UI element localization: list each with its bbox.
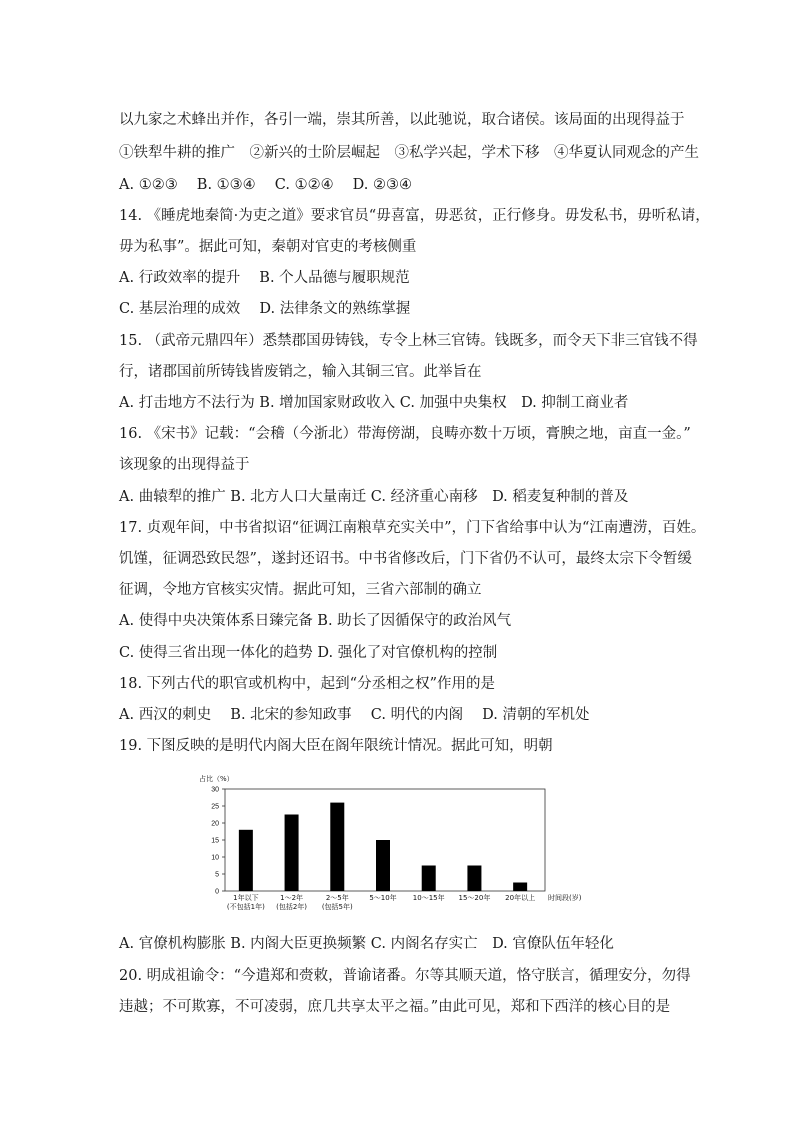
bar <box>285 815 299 892</box>
text-line: 该现象的出现得益于 <box>119 457 250 473</box>
y-tick-label: 15 <box>211 837 219 845</box>
x-category-label: 15～20年 <box>458 894 491 902</box>
x-category-label: 2～5年 <box>325 894 349 902</box>
x-axis-label: 时间段(岁) <box>548 894 582 902</box>
bar <box>467 866 481 892</box>
x-category-label: 1年以下 <box>233 894 259 902</box>
x-category-label: 20年以上 <box>505 894 536 902</box>
text-line: C. 基层治理的成效 D. 法律条文的熟练掌握 <box>119 301 411 317</box>
x-category-sublabel: (包括5年) <box>321 903 353 911</box>
text-line: 征调，令地方官核实灾情。据此可知，三省六部制的确立 <box>119 582 482 598</box>
bar <box>239 830 253 891</box>
y-tick-label: 5 <box>215 871 219 879</box>
y-axis-label: 占比（%） <box>199 775 234 783</box>
tenure-bar-chart <box>195 768 595 918</box>
text-line: ①铁犁牛耕的推广 ②新兴的士阶层崛起 ③私学兴起，学术下移 ④华夏认同观念的产生 <box>119 145 699 161</box>
text-line: C. 使得三省出现一体化的趋势 D. 强化了对官僚机构的控制 <box>119 645 498 661</box>
text-line: 20. 明成祖谕令：“今遣郑和赍敕，普谕诸番。尔等其顺天道，恪守朕言，循理安分，勿得 <box>119 968 691 984</box>
text-line: 19. 下图反映的是明代内阁大臣在阁年限统计情况。据此可知，明朝 <box>119 738 553 754</box>
text-line: 违越；不可欺寡，不可凌弱，庶几共享太平之福。”由此可见，郑和下西洋的核心目的是 <box>119 999 671 1015</box>
y-tick-label: 0 <box>215 888 219 896</box>
text-line: 14. 《睡虎地秦简·为吏之道》要求官员“毋喜富，毋恶贫，正行修身。毋发私书，毋听私请， <box>119 208 710 224</box>
text-line: A. 打击地方不法行为 B. 增加国家财政收入 C. 加强中央集权 D. 抑制工商业者 <box>119 395 629 411</box>
text-line: A. 行政效率的提升 B. 个人品德与履职规范 <box>119 270 410 286</box>
text-line: A. 使得中央决策体系日臻完备 B. 助长了因循保守的政治风气 <box>119 613 512 629</box>
bar <box>513 883 527 892</box>
text-line: A. ①②③ B. ①③④ C. ①②④ D. ②③④ <box>119 177 413 193</box>
y-tick-label: 20 <box>211 820 219 828</box>
text-line: A. 西汉的刺史 B. 北宋的参知政事 C. 明代的内阁 D. 清朝的军机处 <box>119 707 590 723</box>
y-tick-label: 25 <box>211 803 219 811</box>
bar <box>422 866 436 892</box>
x-category-label: 1～2年 <box>280 894 304 902</box>
text-line: 17. 贞观年间，中书省拟诏“征调江南粮草充实关中”，门下省给事中认为“江南遭涝，百姓。 <box>119 520 706 536</box>
text-line: 饥馑，征调恐致民怨”，遂封还诏书。中书省修改后，门下省仍不认可，最终太宗下令暂缓 <box>119 551 692 567</box>
x-category-sublabel: (不包括1年) <box>226 903 265 911</box>
text-line: 16. 《宋书》记载：“会稽（今浙北）带海傍湖，良畴亦数十万顷，膏腴之地，亩直一金。” <box>119 426 691 442</box>
x-category-label: 5～10年 <box>369 894 397 902</box>
text-line: A. 曲辕犁的推广 B. 北方人口大量南迁 C. 经济重心南移 D. 稻麦复种制的普及 <box>119 489 629 505</box>
text-line: 以九家之术蜂出并作，各引一端，崇其所善，以此驰说，取合诸侯。该局面的出现得益于 <box>119 112 685 128</box>
text-line: 18. 下列古代的职官或机构中，起到“分丞相之权”作用的是 <box>119 676 495 692</box>
bar <box>376 840 390 891</box>
y-tick-label: 10 <box>211 854 219 862</box>
text-line: 15. （武帝元鼎四年）悉禁郡国毋铸钱，专令上林三官铸。钱既多，而令天下非三官钱不得 <box>119 333 698 349</box>
x-category-label: 10～15年 <box>412 894 445 902</box>
bar <box>330 803 344 891</box>
x-category-sublabel: (包括2年) <box>276 903 308 911</box>
text-line: A. 官僚机构膨胀 B. 内阁大臣更换频繁 C. 内阁名存实亡 D. 官僚队伍年轻化 <box>119 936 614 952</box>
text-line: 行，诸郡国前所铸钱皆废销之，输入其铜三官。此举旨在 <box>119 364 482 380</box>
text-line: 毋为私事”。据此可知，秦朝对官吏的考核侧重 <box>119 239 417 255</box>
y-tick-label: 30 <box>211 786 219 794</box>
